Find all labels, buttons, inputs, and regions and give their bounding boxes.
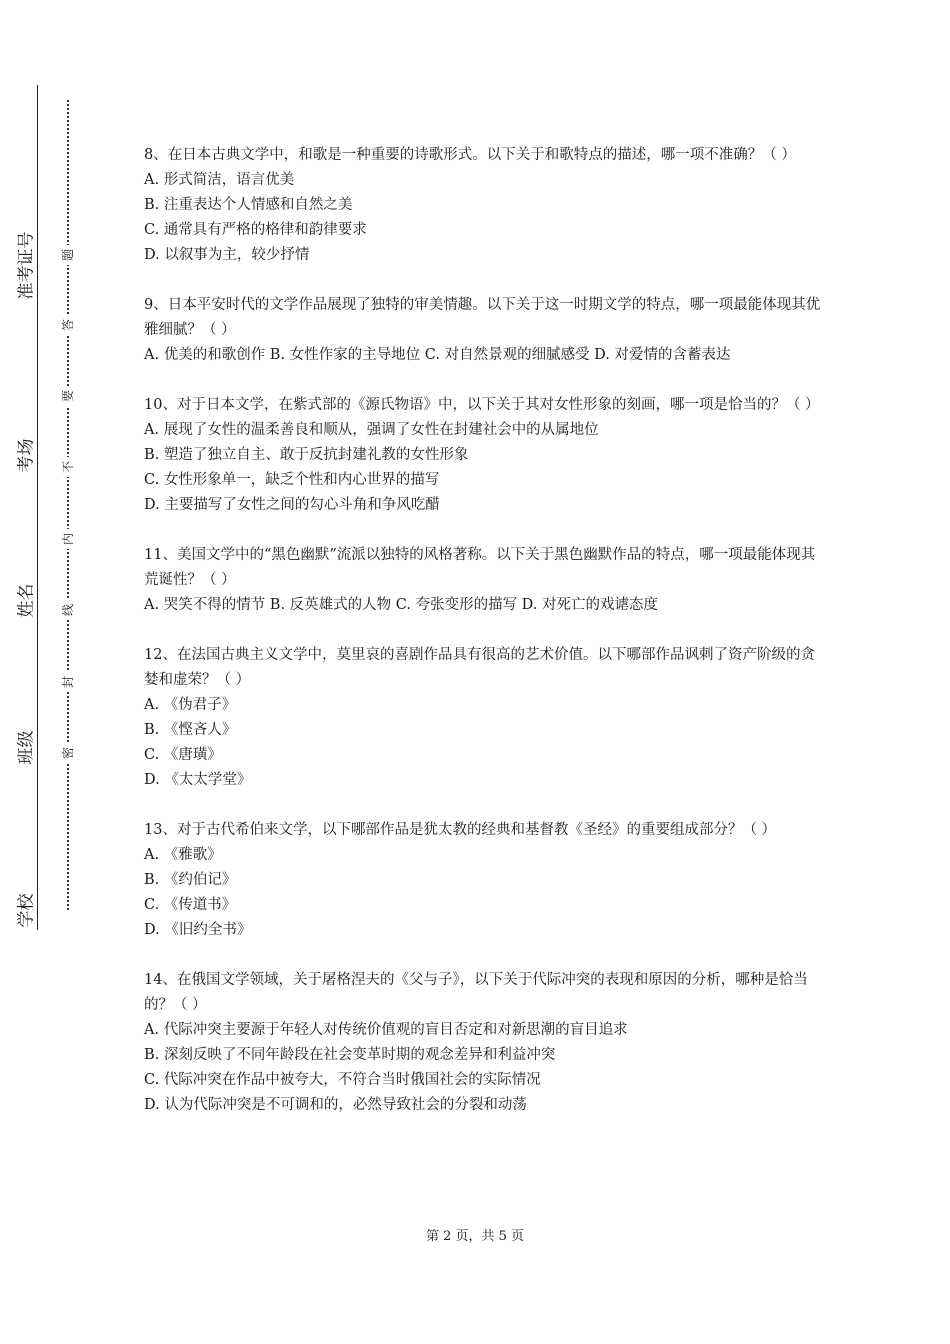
- question-13: [144, 818, 824, 943]
- option-d: D. 认为代际冲突是不可调和的，必然导致社会的分裂和动荡: [144, 1097, 527, 1113]
- field-school-label: 学校: [16, 893, 37, 928]
- options-inline: A. 哭笑不得的情节 B. 反英雄式的人物 C. 夸张变形的描写 D. 对死亡的戏谑态度: [144, 597, 659, 613]
- field-class-label: 班级: [16, 730, 37, 765]
- question-stem: 8、在日本古典文学中，和歌是一种重要的诗歌形式。以下关于和歌特点的描述，哪一项不准确？（ ）: [144, 147, 796, 163]
- option-b: B. 《约伯记》: [144, 872, 237, 888]
- question-8: [144, 143, 824, 268]
- option-c: C. 《唐璜》: [144, 747, 222, 763]
- question-stem: 9、日本平安时代的文学作品展现了独特的审美情趣。以下关于这一时期文学的特点，哪一项最能体现其优雅细腻？（ ）: [144, 297, 821, 338]
- seal-char: 题: [59, 245, 77, 265]
- margin-solid-line: [37, 85, 38, 930]
- option-a: A. 展现了女性的温柔善良和顺从，强调了女性在封建社会中的从属地位: [144, 422, 599, 438]
- option-c: C. 通常具有严格的格律和韵律要求: [144, 222, 367, 238]
- option-a: A. 《伪君子》: [144, 697, 237, 713]
- question-9: [144, 293, 824, 368]
- options-inline: A. 优美的和歌创作 B. 女性作家的主导地位 C. 对自然景观的细腻感受 D. 对爱情的含蓄表达: [144, 347, 731, 363]
- seal-char: 内: [59, 529, 77, 549]
- option-d: D. 《旧约全书》: [144, 922, 252, 938]
- margin-dotted-line: [67, 100, 69, 910]
- field-exam-id-label: 准考证号: [16, 231, 37, 300]
- question-stem: 10、对于日本文学，在紫式部的《源氏物语》中，以下关于其对女性形象的刻画，哪一项是恰当的？（ ）: [144, 397, 820, 413]
- option-a: A. 《雅歌》: [144, 847, 222, 863]
- question-14: [144, 968, 824, 1118]
- option-c: C. 《传道书》: [144, 897, 237, 913]
- option-d: D. 主要描写了女性之间的勾心斗角和争风吃醋: [144, 497, 440, 513]
- seal-char: 密: [59, 743, 77, 763]
- question-stem: 14、在俄国文学领域，关于屠格涅夫的《父与子》，以下关于代际冲突的表现和原因的分析，哪种是恰当的？（ ）: [144, 972, 808, 1013]
- field-name-label: 姓名: [16, 583, 37, 618]
- field-exam-room-label: 考场: [16, 438, 37, 473]
- option-d: D. 《太太学堂》: [144, 772, 252, 788]
- question-10: [144, 393, 824, 518]
- seal-char: 要: [59, 386, 77, 406]
- seal-char: 封: [59, 672, 77, 692]
- question-12: [144, 643, 824, 793]
- question-list: [144, 143, 824, 1143]
- option-a: A. 形式简洁，语言优美: [144, 172, 295, 188]
- question-stem: 12、在法国古典主义文学中，莫里哀的喜剧作品具有很高的艺术价值。以下哪部作品讽刺了资产阶级的贪婪和虚荣？（ ）: [144, 647, 815, 688]
- option-b: B. 注重表达个人情感和自然之美: [144, 197, 353, 213]
- option-c: C. 代际冲突在作品中被夸大，不符合当时俄国社会的实际情况: [144, 1072, 541, 1088]
- option-b: B. 深刻反映了不同年龄段在社会变革时期的观念差异和利益冲突: [144, 1047, 556, 1063]
- option-c: C. 女性形象单一，缺乏个性和内心世界的描写: [144, 472, 440, 488]
- option-a: A. 代际冲突主要源于年轻人对传统价值观的盲目否定和对新思潮的盲目追求: [144, 1022, 628, 1038]
- question-11: [144, 543, 824, 618]
- page-footer: 第 2 页，共 5 页: [425, 1229, 525, 1244]
- seal-char: 答: [59, 315, 77, 335]
- option-b: B. 《悭吝人》: [144, 722, 237, 738]
- seal-char: 线: [59, 600, 77, 620]
- option-b: B. 塑造了独立自主、敢于反抗封建礼教的女性形象: [144, 447, 469, 463]
- question-stem: 11、美国文学中的“黑色幽默”流派以独特的风格著称。以下关于黑色幽默作品的特点，哪一项最能体现其荒诞性？（ ）: [144, 547, 816, 588]
- option-d: D. 以叙事为主，较少抒情: [144, 247, 310, 263]
- seal-char: 不: [59, 457, 77, 477]
- question-stem: 13、对于古代希伯来文学，以下哪部作品是犹太教的经典和基督教《圣经》的重要组成部分？（ ）: [144, 822, 777, 838]
